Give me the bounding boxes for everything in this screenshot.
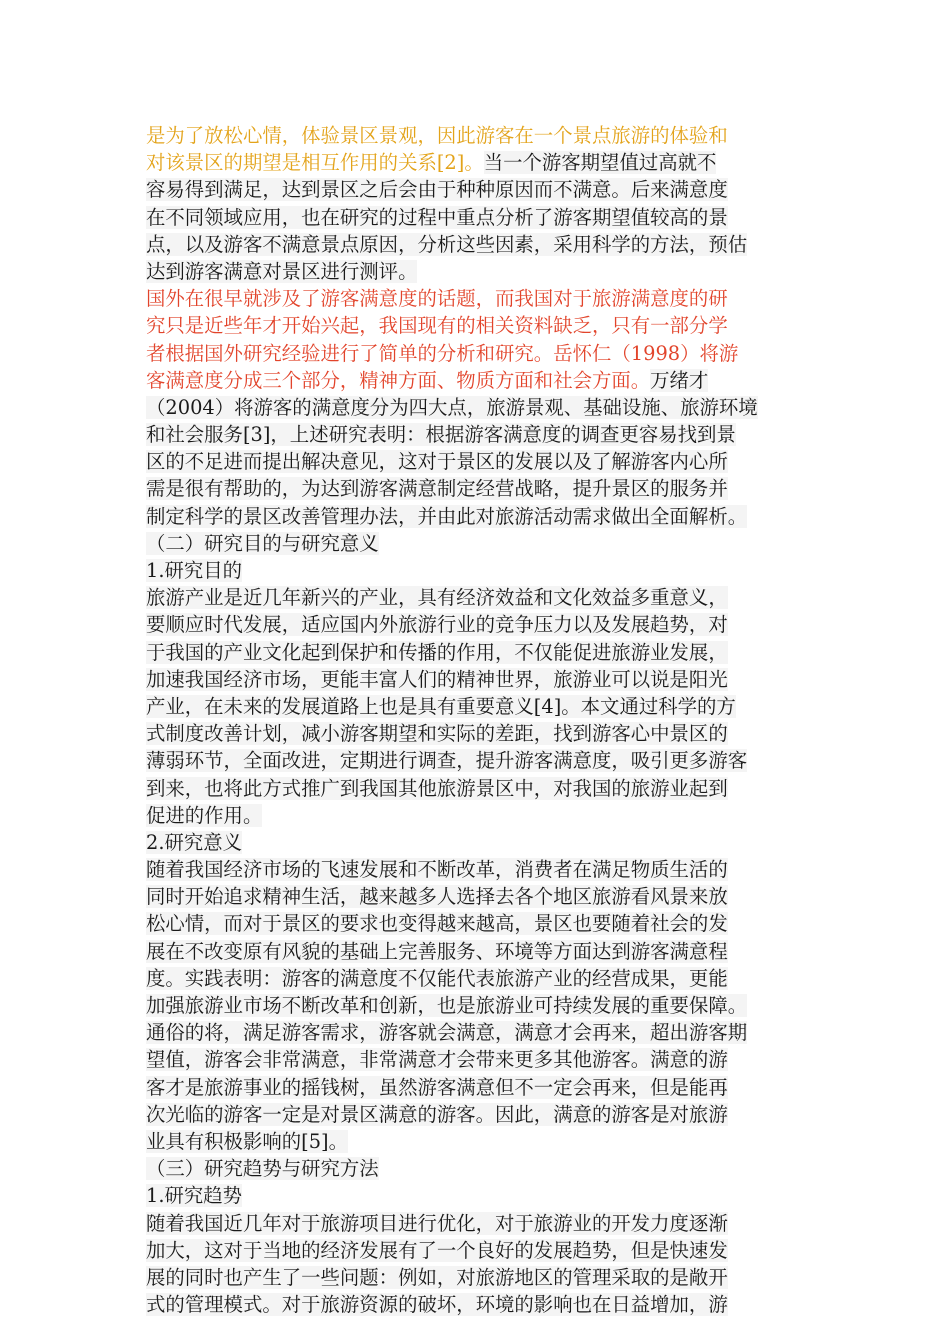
text-line [146, 1155, 826, 1182]
text-line [146, 883, 826, 910]
body-text-segment: 加大，这对于当地的经济发展有了一个良好的发展趋势，但是快速发 [146, 1238, 728, 1262]
text-line [146, 1237, 826, 1264]
text-line [146, 965, 826, 992]
body-text-segment: 容易得到满足，达到景区之后会由于种种原因而不满意。后来满意度 [146, 178, 728, 202]
body-text-segment: 万绪才 [650, 368, 709, 392]
body-text-segment: 式的管理模式。对于旅游资源的破坏，环境的影响也在日益增加，游 [146, 1293, 728, 1317]
body-text-segment: 业具有积极影响的[5]。 [146, 1129, 348, 1153]
text-line [146, 666, 826, 693]
body-text-segment: 点，以及游客不满意景点原因，分析这些因素，采用科学的方法，预估 [146, 232, 748, 256]
body-text-segment: （2004）将游客的满意度分为四大点，旅游景观、基础设施、旅游环境 [146, 395, 758, 419]
body-text-segment: 随着我国经济市场的飞速发展和不断改革，消费者在满足物质生活的 [146, 858, 728, 882]
text-line [146, 856, 826, 883]
text-line [146, 394, 826, 421]
text-line [146, 992, 826, 1019]
body-text-segment: 旅游产业是近几年新兴的产业，具有经济效益和文化效益多重意义， [146, 586, 728, 610]
text-line [146, 258, 826, 285]
text-line [146, 367, 826, 394]
body-text-segment: 次光临的游客一定是对景区满意的游客。因此，满意的游客是对旅游 [146, 1102, 728, 1126]
body-text-segment: 度。实践表明：游客的满意度不仅能代表旅游产业的经营成果，更能 [146, 966, 728, 990]
highlighted-text: 是为了放松心情，体验景区景观，因此游客在一个景点旅游的体验和 [146, 124, 728, 147]
text-line [146, 611, 826, 638]
body-text-segment: 望值，游客会非常满意，非常满意才会带来更多其他游客。满意的游 [146, 1048, 728, 1072]
body-text-segment: 促进的作用。 [146, 803, 263, 827]
text-line [146, 503, 826, 530]
body-text-segment: 1.研究目的 [146, 559, 243, 582]
body-text-segment: 达到游客满意对景区进行测评。 [146, 259, 418, 283]
body-text-segment: 薄弱环节，全面改进，定期进行调查，提升游客满意度，吸引更多游客 [146, 749, 748, 773]
body-text-segment: 客才是旅游事业的摇钱树，虽然游客满意但不一定会再来，但是能再 [146, 1075, 728, 1099]
text-line [146, 340, 826, 367]
body-text-segment: 在不同领域应用，也在研究的过程中重点分析了游客期望值较高的景 [146, 205, 728, 229]
text-line [146, 1264, 826, 1291]
text-line [146, 1128, 826, 1155]
text-line [146, 204, 826, 231]
body-text-segment: 区的不足进而提出解决意见，这对于景区的发展以及了解游客内心所 [146, 450, 728, 474]
body-text-segment: 产业，在未来的发展道路上也是具有重要意义[4]。本文通过科学的方 [146, 694, 736, 718]
body-text-segment: 展在不改变原有风貌的基础上完善服务、环境等方面达到游客满意程 [146, 939, 728, 963]
text-line [146, 285, 826, 312]
body-text-segment: 1.研究趋势 [146, 1184, 243, 1208]
body-text-segment: （二）研究目的与研究意义 [146, 531, 379, 555]
highlighted-text: 客满意度分成三个部分，精神方面、物质方面和社会方面。 [146, 368, 651, 392]
text-line [146, 693, 826, 720]
body-text-segment: 于我国的产业文化起到保护和传播的作用，不仅能促进旅游业发展， [146, 640, 728, 664]
body-text-segment: 和社会服务[3]，上述研究表明：根据游客满意度的调查更容易找到景 [146, 423, 736, 447]
highlighted-text: 对该景区的期望是相互作用的关系[2]。 [146, 151, 484, 175]
body-text-segment: 当一个游客期望值过高就不 [483, 151, 717, 175]
highlighted-text: 究只是近些年才开始兴起，我国现有的相关资料缺乏，只有一部分学 [146, 314, 728, 338]
text-line [146, 530, 826, 557]
body-text-segment: 制定科学的景区改善管理办法，并由此对旅游活动需求做出全面解析。 [146, 504, 748, 528]
body-text-segment: 2.研究意义 [146, 830, 243, 854]
body-text-segment: 加强旅游业市场不断改革和创新，也是旅游业可持续发展的重要保障。 [146, 994, 748, 1017]
text-line [146, 747, 826, 774]
body-text-segment: 通俗的将，满足游客需求，游客就会满意，满意才会再来，超出游客期 [146, 1021, 748, 1045]
text-line [146, 421, 826, 448]
text-line [146, 829, 826, 856]
body-text-segment: （三）研究趋势与研究方法 [146, 1157, 379, 1181]
text-line [146, 639, 826, 666]
body-text-segment: 要顺应时代发展，适应国内外旅游行业的竞争压力以及发展趋势，对 [146, 613, 728, 637]
highlighted-text: 者根据国外研究经验进行了简单的分析和研究。岳怀仁（1998）将游 [146, 341, 739, 365]
text-line [146, 1074, 826, 1101]
highlighted-text: 国外在很早就涉及了游客满意度的话题，而我国对于旅游满意度的研 [146, 287, 728, 311]
text-line [146, 802, 826, 829]
text-line [146, 1019, 826, 1046]
text-line [146, 775, 826, 802]
text-line [146, 1101, 826, 1128]
text-line [146, 176, 826, 203]
text-line [146, 1182, 826, 1209]
text-line [146, 720, 826, 747]
text-line [146, 231, 826, 258]
body-text [146, 122, 826, 1318]
text-line [146, 910, 826, 937]
body-text-segment: 展的同时也产生了一些问题：例如，对旅游地区的管理采取的是敞开 [146, 1265, 728, 1289]
text-line [146, 448, 826, 475]
text-line [146, 1291, 826, 1318]
text-line [146, 584, 826, 611]
text-line [146, 475, 826, 502]
text-line [146, 1210, 826, 1237]
text-line [146, 149, 826, 176]
text-line [146, 1046, 826, 1073]
text-line [146, 938, 826, 965]
text-line [146, 122, 826, 149]
body-text-segment: 同时开始追求精神生活，越来越多人选择去各个地区旅游看风景来放 [146, 885, 728, 909]
body-text-segment: 松心情，而对于景区的要求也变得越来越高，景区也要随着社会的发 [146, 912, 728, 936]
text-line [146, 312, 826, 339]
text-line [146, 557, 826, 584]
body-text-segment: 加速我国经济市场，更能丰富人们的精神世界，旅游业可以说是阳光 [146, 667, 728, 691]
body-text-segment: 需是很有帮助的，为达到游客满意制定经营战略，提升景区的服务并 [146, 477, 728, 501]
body-text-segment: 到来，也将此方式推广到我国其他旅游景区中，对我国的旅游业起到 [146, 776, 728, 800]
body-text-segment: 式制度改善计划，减小游客期望和实际的差距，找到游客心中景区的 [146, 722, 728, 746]
body-text-segment: 随着我国近几年对于旅游项目进行优化，对于旅游业的开发力度逐渐 [146, 1211, 728, 1235]
